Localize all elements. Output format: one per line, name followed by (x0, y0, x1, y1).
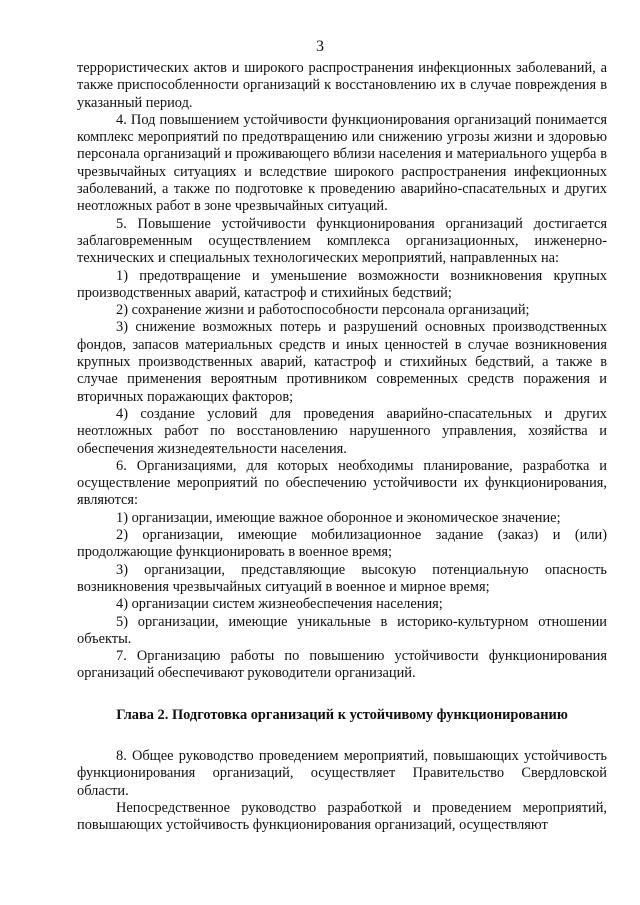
paragraph: 8. Общее руководство проведением мероприятий, повышающих устойчивость функционирования организаций, осуществляет Правительство Свердловской области. (77, 747, 607, 799)
paragraph: 6. Организациями, для которых необходимы планирование, разработка и осуществление мероприятий по обеспечению устойчивости их функционирования, являются: (77, 457, 607, 509)
page-number: 3 (316, 38, 324, 55)
paragraph: 7. Организацию работы по повышению устойчивости функционирования организаций обеспечивают руководители организаций. (77, 648, 607, 682)
paragraph: террористических актов и широкого распространения инфекционных заболеваний, а также приспособленности организаций к восстановлению их в случае повреждения в указанный период. (77, 60, 607, 111)
paragraph: 4. Под повышением устойчивости функционирования организаций понимается комплекс мероприятий по предотвращению или снижению угрозы жизни и здоровью персонала организаций и проживающего вблизи населения и материального ущерба в чрезвычайных ситуациях и вследствие широкого распространения инфекционных заболеваний, а также по подготовке к проведению аварийно-спасательных и других неотложных работ в зоне чрезвычайных ситуаций. (77, 111, 607, 215)
paragraph: 5. Повышение устойчивости функционирования организаций достигается заблаговременным осуществлением комплекса организационных, инженерно-технических и специальных технологических мероприятий, направленных на: (77, 215, 607, 267)
paragraph: 3) снижение возможных потерь и разрушений основных производственных фондов, запасов материальных средств и иных ценностей в случае возникновения крупных производственных аварий, катастроф и стихийных бедствий, а также в случае применения вероятным противником современных средств поражения и вторичных поражающих факторов; (77, 319, 607, 405)
paragraph: 4) организации систем жизнеобеспечения населения; (116, 596, 443, 613)
paragraph: 1) предотвращение и уменьшение возможности возникновения крупных производственных аварий, катастроф и стихийных бедствий; (77, 267, 607, 301)
section-chapter-2 (77, 748, 607, 834)
paragraph: 5) организации, имеющие уникальные в историко-культурном отношении объекты. (77, 613, 607, 647)
paragraph: 2) сохранение жизни и работоспособности персонала организаций; (116, 302, 530, 319)
paragraph: 1) организации, имеющие важное оборонное и экономическое значение; (116, 509, 561, 526)
document-body (77, 60, 607, 834)
paragraph: 2) организации, имеющие мобилизационное задание (заказ) и (или) продолжающие функционировать в военное время; (77, 527, 607, 561)
paragraph: 4) создание условий для проведения аварийно-спасательных и других неотложных работ по восстановлению нарушенного управления, хозяйства и обеспечения жизнедеятельности населения. (77, 405, 607, 457)
paragraph: Непосредственное руководство разработкой и проведением мероприятий, повышающих устойчивость функционирования организаций, осуществляют (77, 799, 607, 834)
section-chapter-1-continuation (77, 60, 607, 683)
chapter-heading: Глава 2. Подготовка организаций к устойчивому функционированию (116, 706, 568, 723)
paragraph: 3) организации, представляющие высокую потенциальную опасность возникновения чрезвычайных ситуаций в военное и мирное время; (77, 561, 607, 595)
